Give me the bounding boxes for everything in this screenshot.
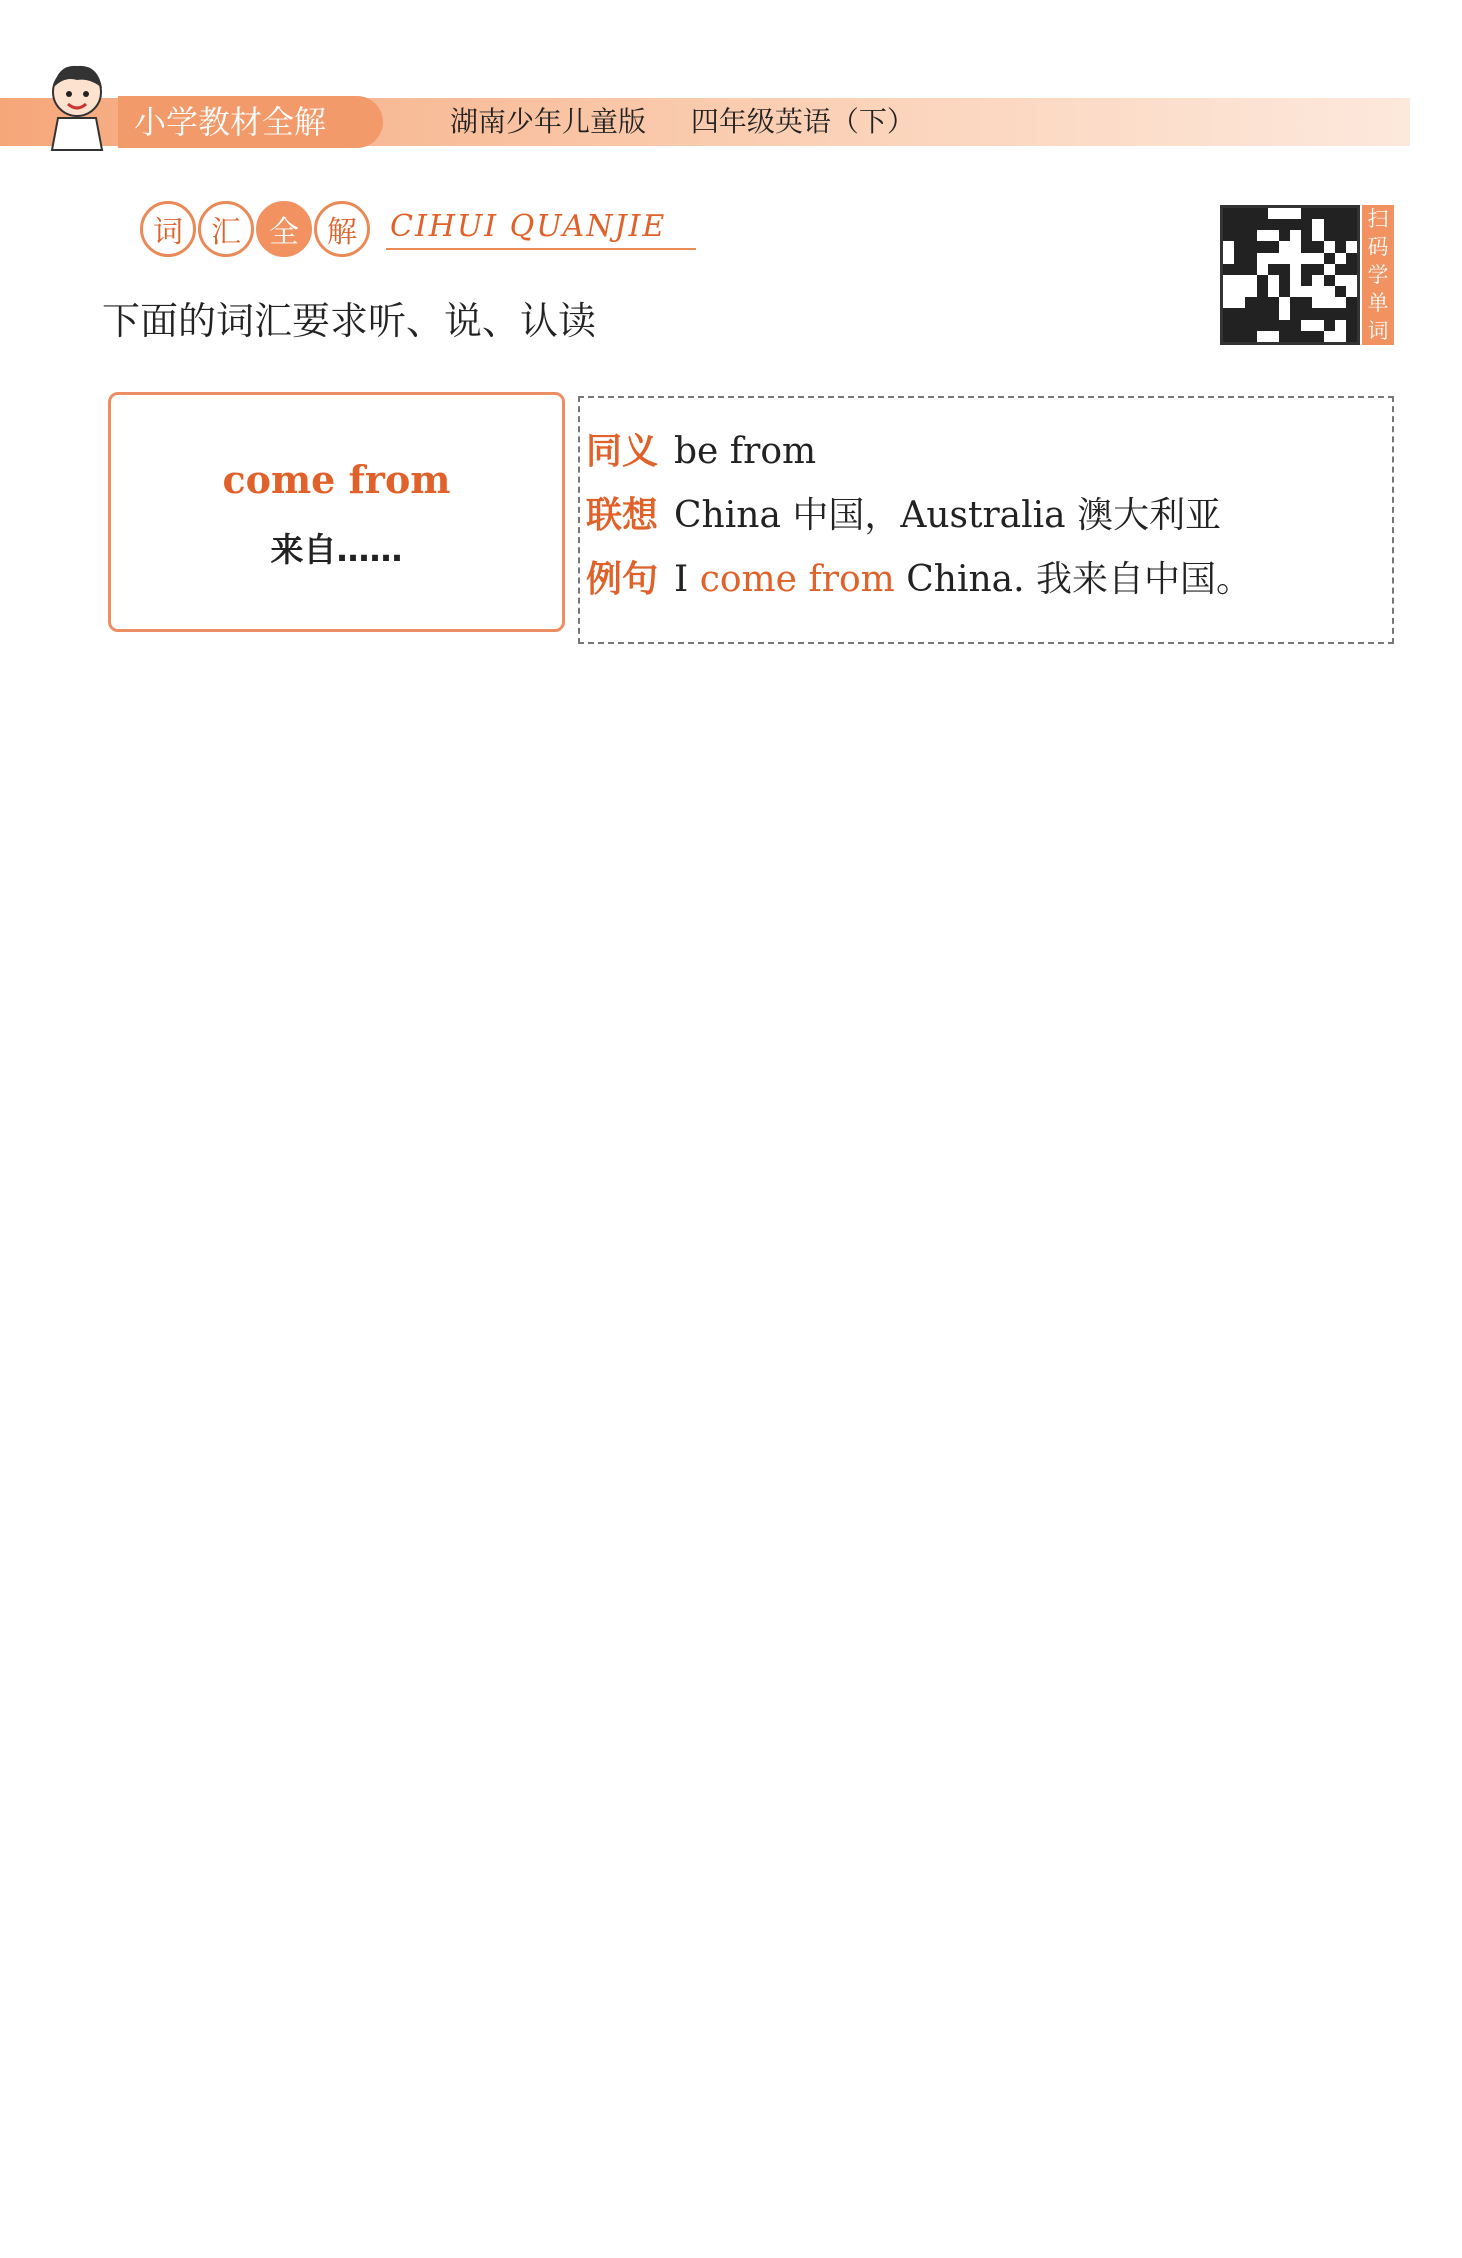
qr-label: 扫码学单词 <box>1362 205 1394 345</box>
assoc-line <box>586 496 1221 536</box>
title-char: 解 <box>314 201 370 257</box>
section-pinyin: CIHUI QUANJIE <box>386 209 696 250</box>
boy-mascot-icon <box>38 62 116 152</box>
section-title <box>140 200 696 258</box>
synonym-text: be from <box>674 431 817 472</box>
synonym-label: 同义 <box>586 431 659 472</box>
example-label: 例句 <box>586 559 659 600</box>
synonym-line <box>586 432 816 472</box>
word-card-come-from <box>108 392 565 632</box>
headword: come from <box>222 457 451 502</box>
example-line <box>586 560 1252 600</box>
series-brand: 小学教材全解 <box>118 96 383 148</box>
assoc-text: China 中国，Australia 澳大利亚 <box>674 495 1222 536</box>
assoc-label: 联想 <box>586 495 659 536</box>
example-text: China. 我来自中国。 <box>894 559 1252 600</box>
title-char: 全 <box>256 201 312 257</box>
section-intro: 下面的词汇要求听、说、认读 <box>102 299 597 343</box>
publisher-label: 湖南少年儿童版 <box>450 105 647 138</box>
grade-label: 四年级英语（下） <box>690 105 915 138</box>
title-char: 词 <box>140 201 196 257</box>
title-char: 汇 <box>198 201 254 257</box>
qr-code-icon[interactable] <box>1220 205 1360 345</box>
headword-meaning: 来自…… <box>270 530 403 569</box>
example-highlight: come from <box>699 559 895 600</box>
example-text: I <box>674 559 700 600</box>
book-info <box>450 100 951 144</box>
